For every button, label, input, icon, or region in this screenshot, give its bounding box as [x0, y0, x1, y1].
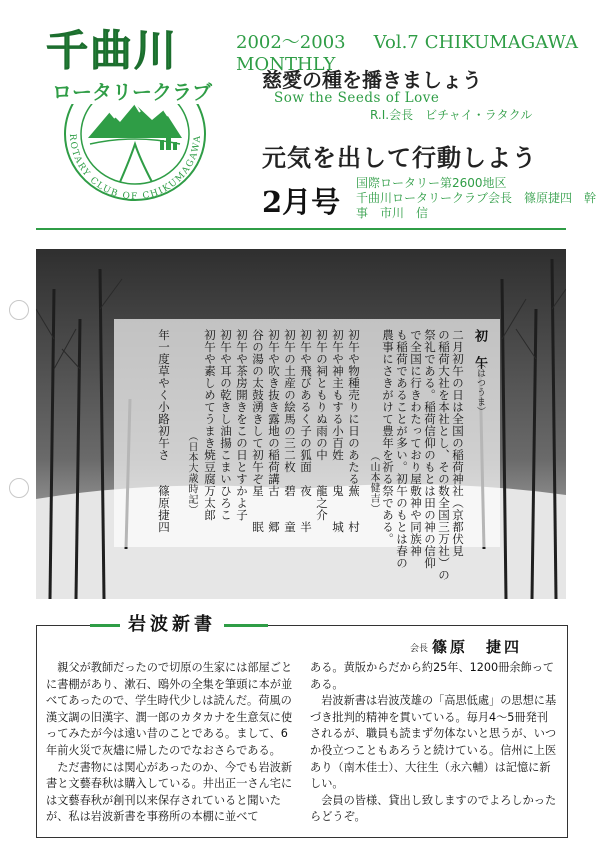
- haiku-text: 谷の湯の太鼓湧きして初午ぞ: [251, 329, 265, 485]
- poem-intro-line: 農事にさきがけて豊年を祈る祭である。: [381, 329, 395, 545]
- logo-subtitle: ロータリークラブ: [52, 80, 212, 104]
- haiku-author: ひろこ: [219, 485, 233, 521]
- year-range: 2002～2003: [236, 32, 346, 53]
- haiku-author: 古 郷: [267, 485, 281, 533]
- article-paragraph: 会員の皆様、貸出し致しますのでよろしかったらどうぞ。: [310, 793, 557, 824]
- haiku-author: 鬼 城: [331, 485, 345, 533]
- haiku-text: 初午や物種売りに日のあたる: [347, 329, 361, 485]
- ri-theme-en: Sow the Seeds of Love: [274, 90, 440, 106]
- club-officers: 千曲川ロータリークラブ会長 篠原捷四 幹事 市川 信: [356, 191, 597, 220]
- volume: Vol.7: [373, 32, 419, 53]
- haiku-author: 星 眠: [251, 485, 265, 533]
- haiku-text: 初午や神主もする小百姓: [331, 329, 345, 461]
- mountain-emblem-icon: [60, 104, 210, 204]
- district-line: 国際ロータリー第2600地区: [356, 176, 507, 190]
- logo-title: 千曲川: [46, 26, 179, 75]
- header-divider: [36, 228, 566, 230]
- haiku-text: 初午の土産の絵馬の三二枚: [283, 329, 297, 473]
- article-paragraph: 岩波新書は岩波茂雄の「高思低處」の思想に基づき批判的精神を貫いている。毎月4～5冊発刊されるが、職員も読まず勿体ないと思うが、いつか役立つこともあろうと続けている。信州に上医あり（南木佳士）、大往生（永六輔）は記憶に新しい。: [310, 694, 557, 791]
- article-column-left: [46, 660, 294, 826]
- ri-theme-author: R.I.会長 ビチャイ・ラタクル: [370, 108, 533, 122]
- club-logo: [44, 18, 222, 208]
- haiku-author: 夜 半: [299, 485, 313, 533]
- ri-theme-jp: 慈愛の種を播きましょう: [262, 68, 482, 92]
- haiku-text: 初午や茶房開きをこの日とす: [235, 329, 249, 485]
- haiku-author: 龍之介: [315, 485, 329, 521]
- publication-name: CHIKUMAGAWA MONTHLY: [236, 32, 578, 75]
- poem-reading: （はつうま）: [475, 359, 485, 416]
- article-column-right: [310, 660, 558, 826]
- haiku-text: 初午や耳の乾きし油揚こまい: [219, 329, 233, 485]
- poem-intro-line: 二月初午の日は全国の稲荷神社（京都伏見: [451, 329, 465, 557]
- haiku-text: 初午の祠ともりぬ雨の中: [315, 329, 329, 461]
- poem-intro-line: 祭礼である。稲荷信仰のもとは田の神の信仰: [423, 329, 437, 569]
- haiku-text: 初午や吹き抜き露地の稲荷講: [267, 329, 281, 485]
- article-heading: [90, 610, 268, 640]
- district-info: [356, 176, 600, 221]
- poem-title: 初 午: [472, 329, 487, 370]
- club-slogan: 元気を出して行動しよう: [262, 143, 537, 172]
- article-paragraph: 親父が教師だったので切原の生家には部屋ごとに書棚があり、漱石、鴎外の全集を筆頭に本が並べてあったので、学生時代少しは読んだ。荷風の漢文調の旧漢字、潤一郎のカタカナを生意気に使ってみたが今は遠い昔のことである。まして、6年前火災で灰燼に帰したのでなおさらである。: [46, 661, 293, 757]
- last-haiku: 年一度草やく小路初午さ: [157, 329, 171, 461]
- haiku-author: 万太郎: [203, 485, 217, 521]
- haiku-text: 初午や飛びあるく子の狐面: [299, 329, 313, 473]
- last-haiku-author: 篠原捷四: [157, 485, 171, 533]
- article-paragraph: ただ書物には関心があったのか、今でも岩波新書と文藝春秋は購入している。井出正一さん宅には文藝春秋が創刊以来保存されていると聞いたが、私は岩波新書を事務所の本棚に並べて: [46, 760, 293, 824]
- author-role: 会長: [410, 644, 429, 654]
- binder-hole: [9, 478, 29, 498]
- haiku-text: 初午や素しめてうまき焼豆腐: [203, 329, 217, 485]
- haiku-author: 蕪 村: [347, 485, 361, 533]
- poem-intro-line: も稲荷であることが多い。初午のもとは春の: [395, 329, 409, 569]
- snow-forest-photo: [36, 249, 566, 599]
- poem-intro-credit: （山本健吉）: [368, 451, 379, 514]
- haiku-author: 碧 童: [283, 485, 297, 533]
- article-title: 岩波新書: [120, 610, 224, 636]
- binder-hole: [9, 300, 29, 320]
- article-paragraph: ある。黄版からだから約25年、1200冊余飾ってある。: [310, 661, 555, 691]
- poem-intro-line: の稲荷大社を本社とし、その数全国三万社）の: [437, 329, 451, 581]
- author-name: 篠原 捷四: [432, 638, 523, 656]
- haiku-author: かよ子: [235, 485, 249, 521]
- poem-source: （日本大歳時記）: [186, 431, 197, 515]
- poem-panel: [114, 319, 500, 581]
- issue-month: 2月号: [262, 185, 341, 219]
- poem-intro-line: で全国に行きわたっており屋敷神や同族神: [409, 329, 423, 557]
- logo-ring-text: ROTARY CLUB OF CHIKUMAGAWA: [66, 133, 204, 203]
